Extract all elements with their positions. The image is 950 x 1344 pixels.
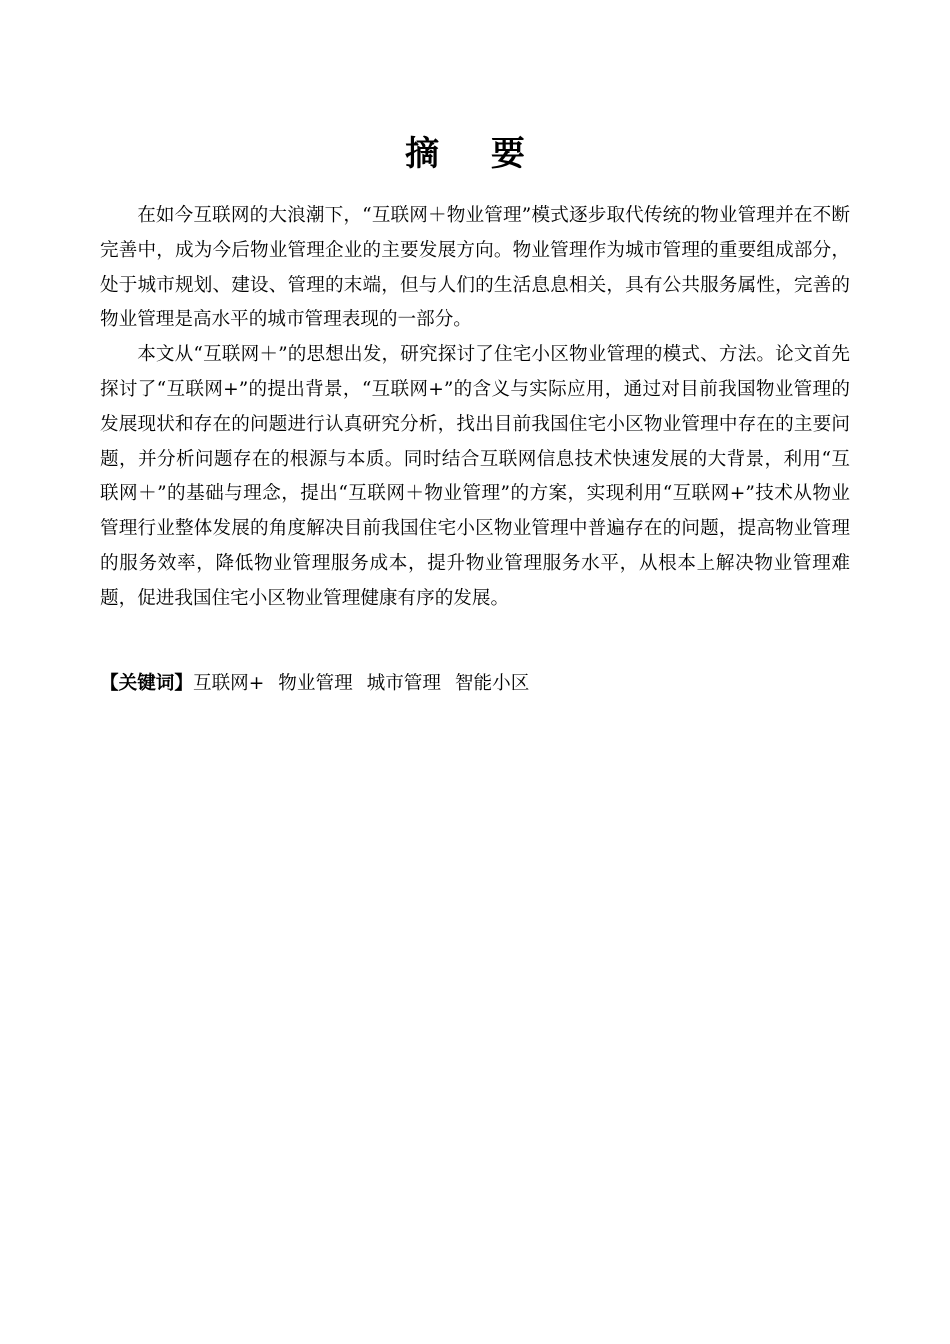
- abstract-body: [100, 199, 850, 617]
- keyword-item: 物业管理: [278, 673, 353, 694]
- keyword-item: 互联网+: [192, 673, 265, 694]
- keywords-label: 【关键词】: [100, 673, 193, 694]
- abstract-paragraph-1: 在如今互联网的大浪潮下，“互联网＋物业管理”模式逐步取代传统的物业管理并在不断完善中，成为今后物业管理企业的主要发展方向。物业管理作为城市管理的重要组成部分，处于城市规划、建设、管理的末端，但与人们的生活息息相关，具有公共服务属性，完善的物业管理是高水平的城市管理表现的一部分。: [100, 205, 850, 331]
- keywords-line: [100, 667, 850, 701]
- abstract-title: 摘 要: [405, 134, 545, 174]
- abstract-paragraph-2: 本文从“互联网＋”的思想出发，研究探讨了住宅小区物业管理的模式、方法。论文首先探讨了“互联网+”的提出背景，“互联网+”的含义与实际应用，通过对目前我国物业管理的发展现状和存在的问题进行认真研究分析，找出目前我国住宅小区物业管理中存在的主要问题，并分析问题存在的根源与本质。同时结合互联网信息技术快速发展的大背景，利用“互联网＋”的基础与理念，提出“互联网＋物业管理”的方案，实现利用“互联网+”技术从物业管理行业整体发展的角度解决目前我国住宅小区物业管理中普遍存在的问题，提高物业管理的服务效率，降低物业管理服务成本，提升物业管理服务水平，从根本上解决物业管理难题，促进我国住宅小区物业管理健康有序的发展。: [100, 344, 850, 609]
- keyword-item: 智能小区: [454, 673, 530, 694]
- keyword-item: 城市管理: [366, 673, 441, 694]
